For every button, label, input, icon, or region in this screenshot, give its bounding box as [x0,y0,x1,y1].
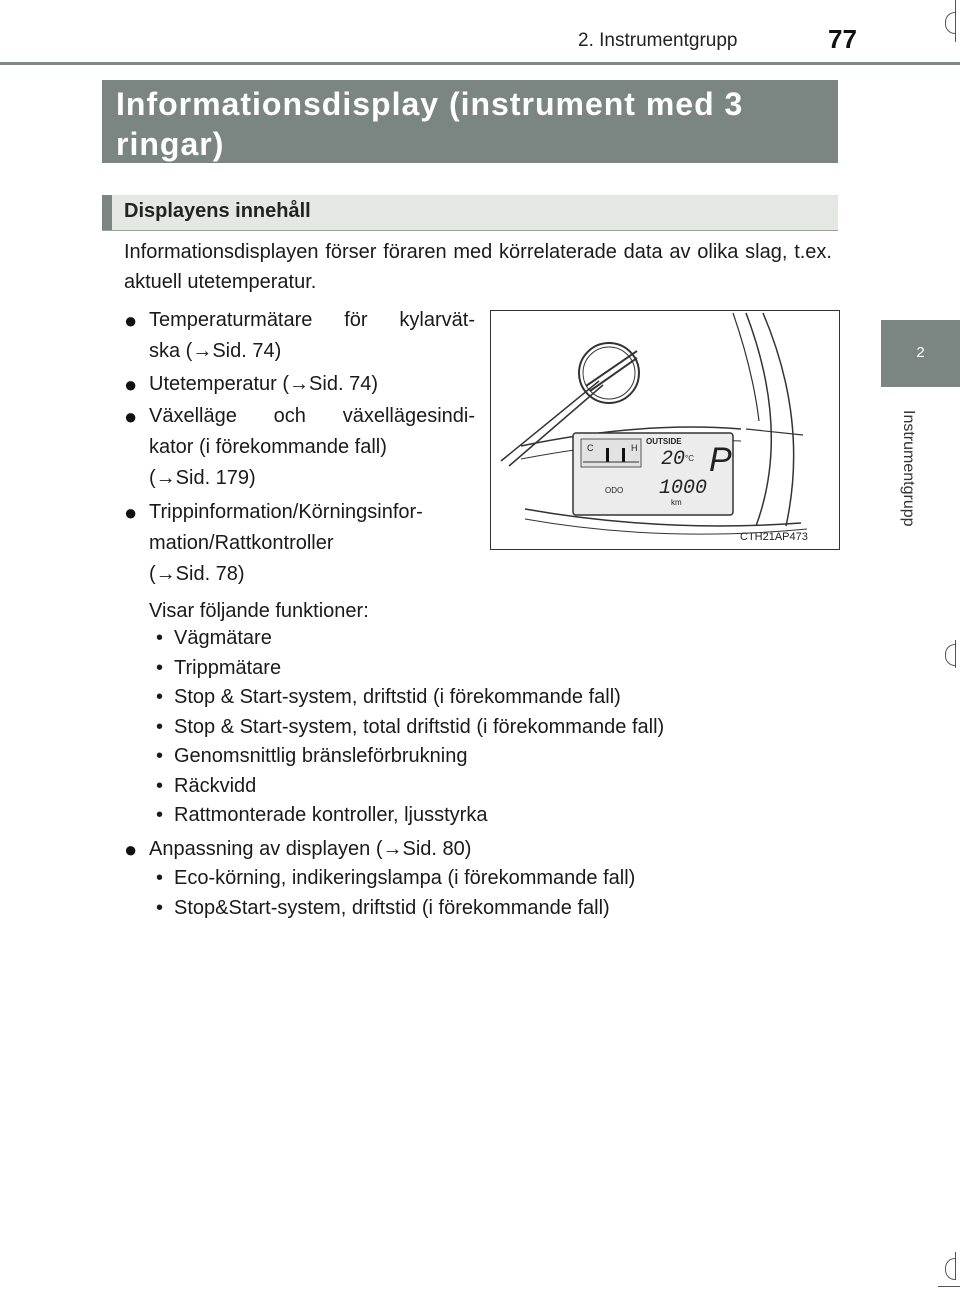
bullet-text: Temperaturmätare för kylarvät- [149,309,475,331]
figure-id: CTH21AP473 [740,531,808,543]
list-item: • Trippmätare [156,656,282,679]
crop-mark [945,644,956,666]
bullet-text: (→Sid. 78) [149,563,245,585]
instrument-illustration [491,311,839,549]
bullet-text: ska (→Sid. 74) [149,340,282,362]
odo-label: ODO [605,486,624,495]
list-item-text: Rattmonterade kontroller, ljusstyrka [174,804,488,826]
page-title: Informationsdisplay (instrument med 3 ringar) [116,86,744,162]
bullet-item [124,369,476,401]
functions-list [156,624,836,831]
list-item-text: Eco-körning, indikeringslampa (i förekommande fall) [174,867,636,889]
list-item-text: Stop & Start-system, total driftstid (i förekommande fall) [174,715,665,738]
chapter-tab-label: Instrumentgrupp [900,410,917,527]
list-item-text: Genomsnittlig bränsleförbrukning [174,745,468,767]
list-item: • Stop & Start-system, driftstid (i förekommande fall) [156,686,621,708]
outside-label: OUTSIDE [646,437,682,446]
list-item: • Vägmätare [156,627,272,649]
page-number: 77 [828,24,857,54]
list-item: • Genomsnittlig bränsleförbrukning [156,745,468,767]
bullet-text: Utetemperatur (→Sid. 74) [149,373,378,395]
list-item-text: Trippmätare [174,656,282,679]
list-item: • Stop&Start-system, driftstid (i förekommande fall) [156,896,610,919]
bullet-text: mation/Rattkontroller [149,532,334,554]
list-item: • Stop & Start-system, total driftstid (i förekommande fall) [156,715,665,738]
temp-hot-label: H [631,443,638,453]
list-item: • Eco-körning, indikeringslampa (i förekommande fall) [156,867,636,889]
chapter-tab-number: 2 [916,344,925,361]
list-item-text: Stop&Start-system, driftstid (i förekommande fall) [174,896,610,919]
bullet-item [124,305,476,369]
list-item: • Rattmonterade kontroller, ljusstyrka [156,804,488,826]
functions-intro: Visar följande funktioner: [149,600,369,622]
bullet-dot: ● [124,837,138,862]
crop-mark [938,1286,960,1287]
bullet-list [124,305,476,593]
list-item-text: Stop & Start-system, driftstid (i förekommande fall) [174,686,621,708]
bullet-dot: ● [124,308,138,333]
temp-cold-label: C [587,443,594,453]
bullet-dot: ● [124,404,138,429]
subheading-marker [102,195,112,230]
bullet-text: Växelläge och växellägesindi- [149,405,475,427]
bullet-dot: ● [124,500,138,525]
outside-temp: 20 [661,448,686,471]
instrument-figure [490,310,840,550]
gear-indicator: P [709,441,732,479]
intro-paragraph: Informationsdisplayen förser föraren med körrelaterade data av olika slag, t.ex. aktuell utetemperatur. [124,241,832,293]
customize-list [156,864,836,923]
bullet-text: kator (i förekommande fall) [149,436,387,458]
temp-unit: °C [685,454,694,463]
header-rule [0,62,960,65]
subheading: Displayens innehåll [124,200,311,222]
bullet-item [124,401,476,497]
crop-mark [945,12,956,34]
customize-label: Anpassning av displayen (→Sid. 80) [149,838,472,860]
list-item-text: Räckvidd [174,774,257,797]
bullet-item [124,497,476,593]
odo-value: 1000 [659,477,708,500]
bullet-text: Trippinformation/Körningsinfor- [149,501,423,523]
crop-mark [945,1258,956,1280]
odo-unit: km [671,498,682,507]
running-header: 2. Instrumentgrupp [578,30,738,51]
list-item-text: Vägmätare [174,627,272,649]
bullet-text: (→Sid. 179) [149,467,256,489]
chapter-tab-label-wrap [893,410,917,570]
list-item: • Räckvidd [156,774,257,797]
bullet-dot: ● [124,372,138,397]
